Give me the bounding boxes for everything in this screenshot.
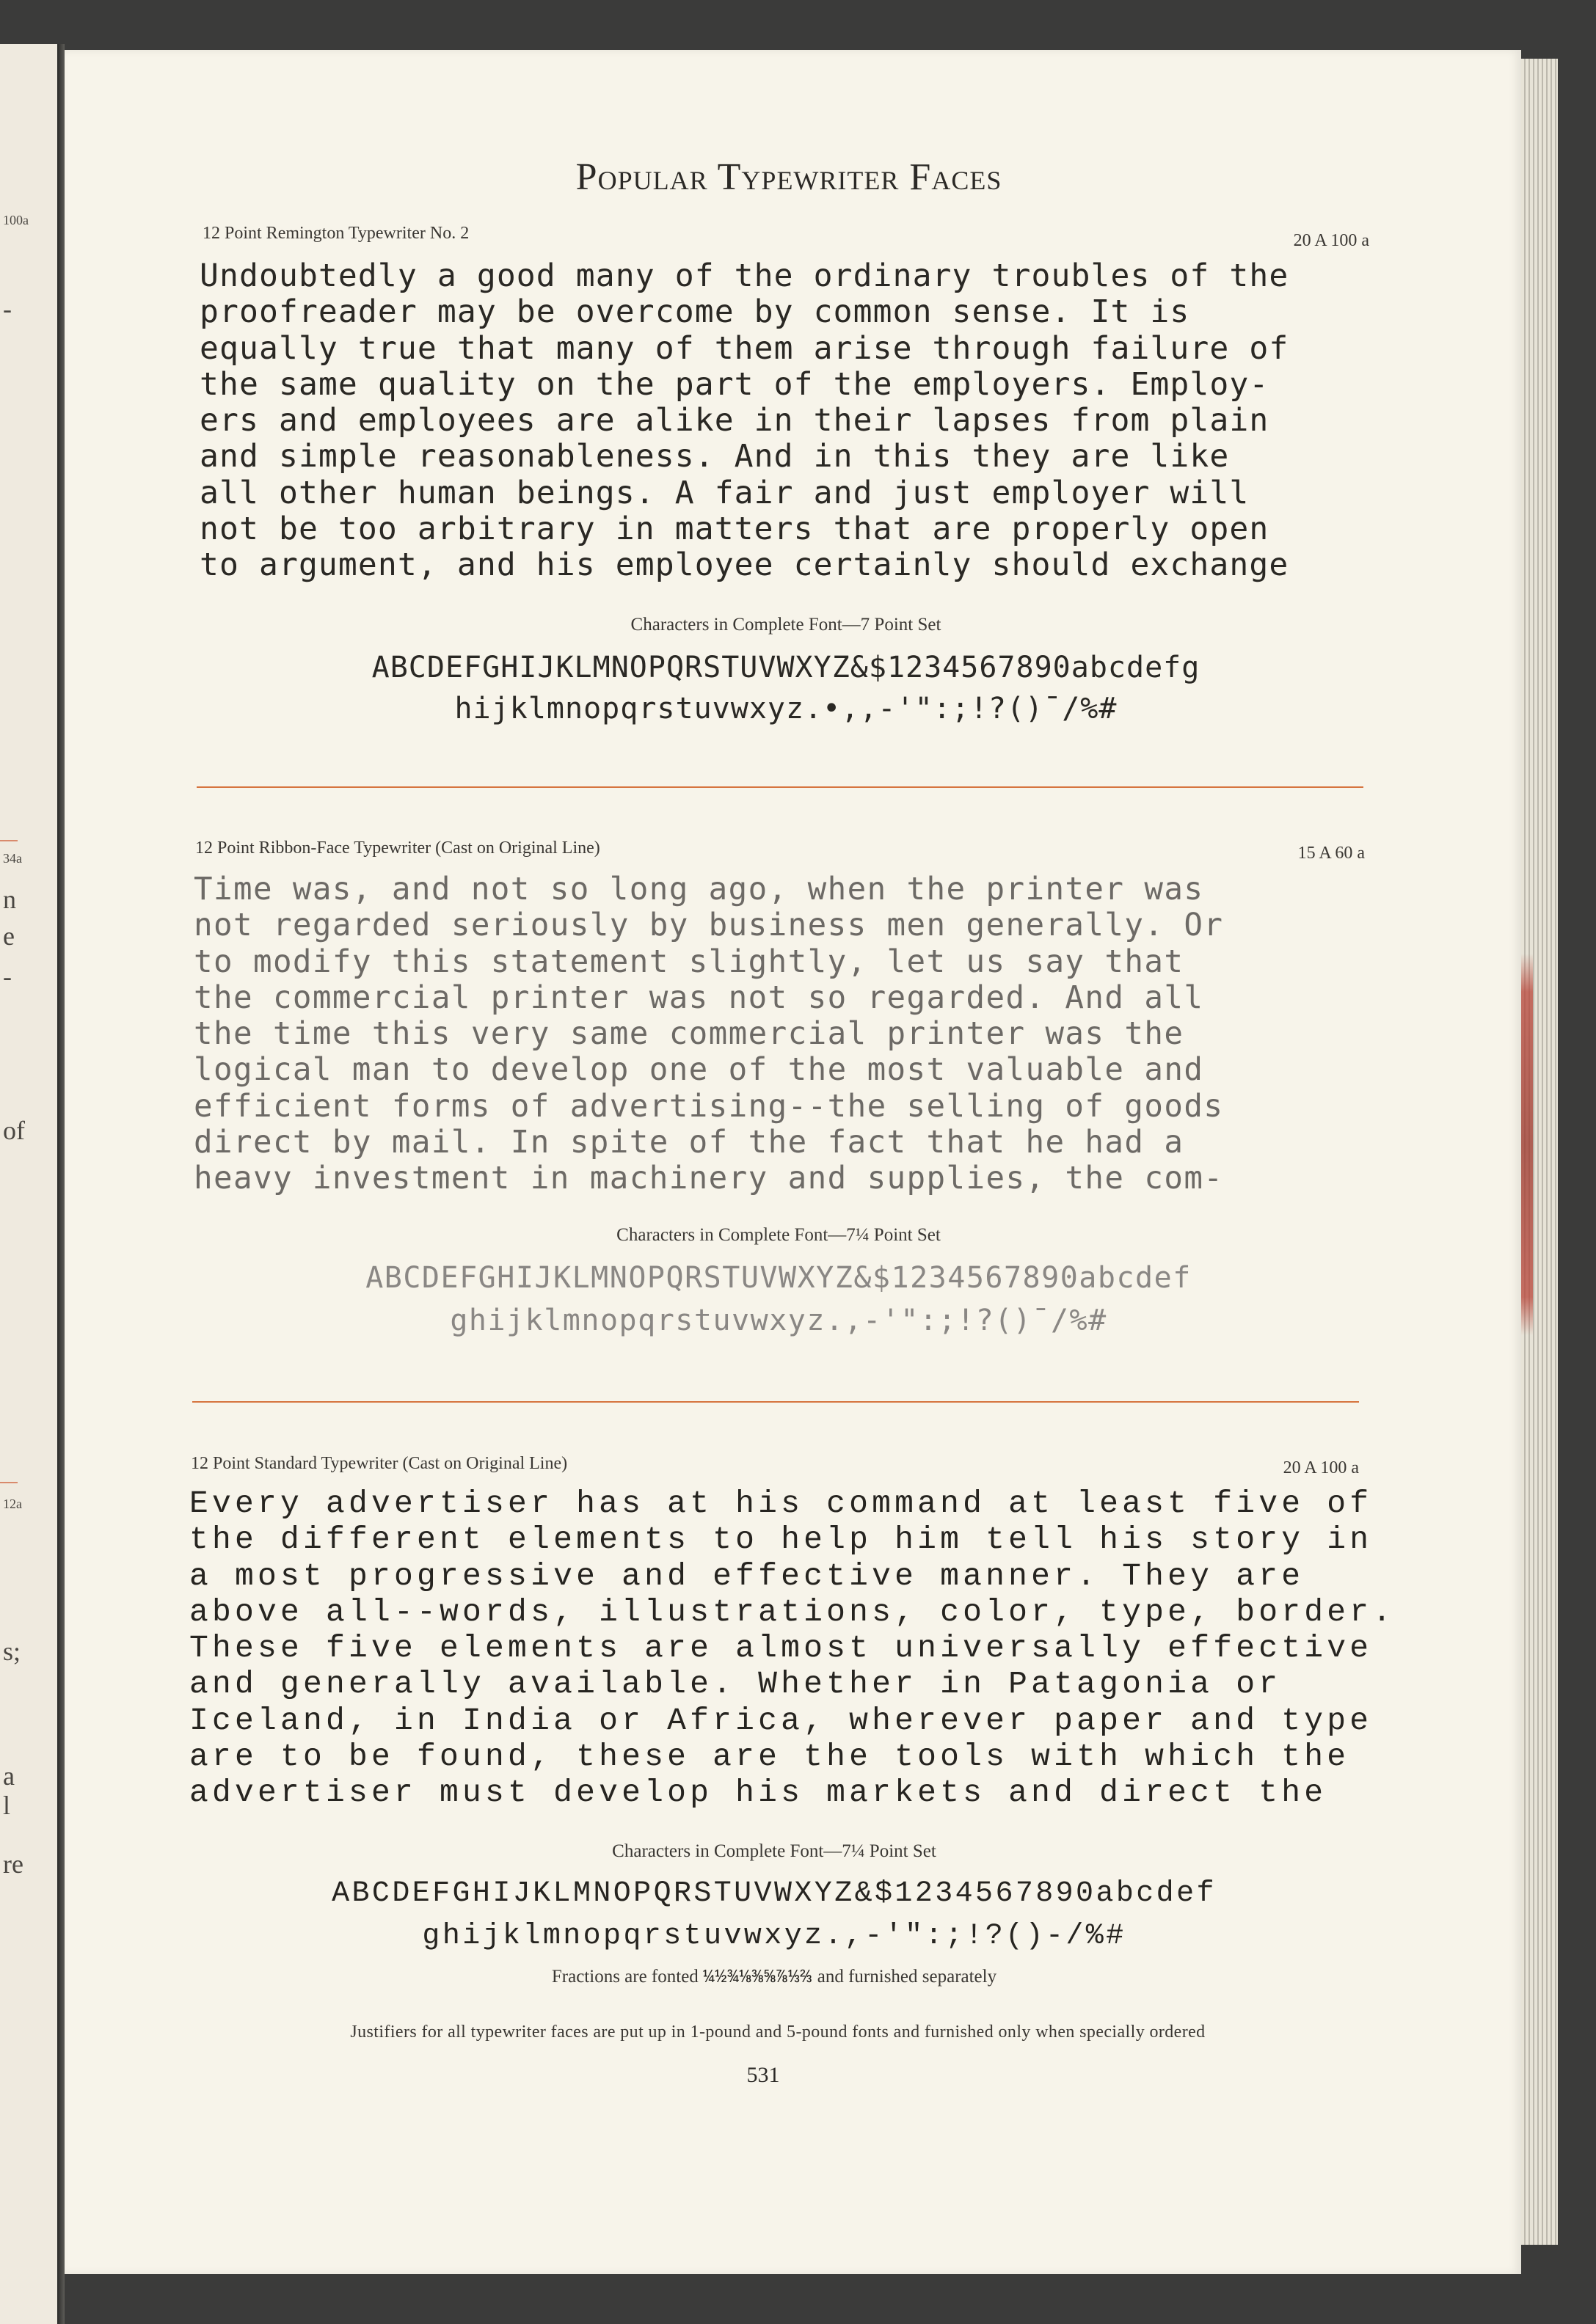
specimen-line: to argument, and his employee certainly should exchange: [200, 547, 1289, 584]
specimen-line: advertiser must develop his markets and direct the: [189, 1775, 1327, 1811]
specimen-line: not be too arbitrary in matters that are properly open: [200, 511, 1269, 548]
page-edge-stain: [1521, 954, 1533, 1335]
facing-page-fragment: e: [3, 921, 15, 951]
facing-page-fragment: a: [3, 1761, 15, 1791]
charset-label: Characters in Complete Font—7 Point Set: [630, 615, 941, 635]
justifiers-footnote: Justifiers for all typewriter faces are put up in 1-pound and 5-pound fonts and furnished only when specially ordered: [350, 2022, 1206, 2042]
specimen-line: Every advertiser has at his command at least five of: [189, 1486, 1373, 1521]
specimen-line: These five elements are almost universally effective: [189, 1630, 1373, 1667]
section-font-count: 15 A 60 a: [1297, 844, 1365, 863]
charset-label: Characters in Complete Font—7¼ Point Set: [616, 1225, 941, 1245]
charset-line: ghijklmnopqrstuvwxyz.,-'":;!?()¯/%#: [450, 1304, 1107, 1337]
specimen-line: above all--words, illustrations, color, type, border.: [189, 1593, 1396, 1630]
book-gutter: [57, 44, 65, 2324]
specimen-line: the same quality on the part of the employers. Employ-: [200, 365, 1269, 403]
specimen-line: logical man to develop one of the most valuable and: [194, 1052, 1204, 1089]
specimen-line: Iceland, in India or Africa, wherever paper and type: [189, 1702, 1373, 1739]
section-font-count: 20 A 100 a: [1283, 1458, 1359, 1477]
fractions-prefix: Fractions are fonted: [551, 1967, 699, 1987]
specimen-line: Undoubtedly a good many of the ordinary troubles of the: [200, 257, 1289, 294]
specimen-line: to modify this statement slightly, let us say that: [194, 943, 1184, 980]
specimen-line: the time this very same commercial printer was the: [194, 1016, 1184, 1053]
charset-line: ABCDEFGHIJKLMNOPQRSTUVWXYZ&$1234567890abcdefg: [371, 651, 1200, 684]
specimen-line: a most progressive and effective manner. They are: [189, 1557, 1305, 1594]
section-label: 12 Point Remington Typewriter No. 2: [203, 224, 470, 243]
charset-line: ghijklmnopqrstuvwxyz.,-'":;!?()-/%#: [422, 1920, 1126, 1953]
charset-label: Characters in Complete Font—7¼ Point Set: [612, 1841, 936, 1861]
charset-block: [203, 647, 1369, 729]
specimen-line: the commercial printer was not so regarded. And all: [194, 979, 1204, 1016]
charset-block: [195, 1257, 1362, 1342]
specimen-line: are to be found, these are the tools with which the: [189, 1739, 1350, 1775]
specimen-line: proofreader may be overcome by common sense. It is: [200, 293, 1190, 331]
fraction-glyphs: ¼½¾⅛⅜⅝⅞⅓⅔: [703, 1966, 813, 1988]
specimen-line: Time was, and not so long ago, when the printer was: [194, 872, 1204, 907]
specimen-line: ers and employees are alike in their lapses from plain: [200, 402, 1269, 439]
specimen-line: and generally available. Whether in Patagonia or: [189, 1666, 1282, 1703]
facing-page-fragment: re: [3, 1849, 23, 1879]
specimen-line: efficient forms of advertising--the selling of goods: [194, 1088, 1224, 1125]
page-title: Popular Typewriter Faces: [575, 156, 1002, 198]
specimen-line: the different elements to help him tell his story in: [189, 1521, 1373, 1558]
specimen-text-block: [200, 258, 1289, 584]
facing-page-fragment: -: [3, 962, 12, 991]
charset-block: [191, 1873, 1358, 1958]
fractions-suffix: and furnished separately: [817, 1967, 997, 1987]
facing-page-fragment: n: [3, 885, 16, 914]
facing-page-fragment: of: [3, 1116, 25, 1145]
section-label: 12 Point Ribbon-Face Typewriter (Cast on Original Line): [195, 838, 600, 858]
section-divider: [197, 786, 1363, 788]
specimen-line: equally true that many of them arise through failure of: [200, 329, 1289, 367]
specimen-text-block: [194, 872, 1223, 1197]
specimen-line: and simple reasonableness. And in this they are like: [200, 438, 1230, 475]
facing-page-fragment: 100a: [3, 213, 29, 227]
section-divider: [192, 1401, 1359, 1403]
facing-page-edge: [0, 44, 59, 2324]
specimen-line: all other human beings. A fair and just employer will: [200, 474, 1250, 511]
page-number: 531: [746, 2063, 780, 2087]
facing-page-fragment: 12a: [3, 1497, 22, 1511]
charset-line: ABCDEFGHIJKLMNOPQRSTUVWXYZ&$1234567890abcdef: [332, 1877, 1217, 1910]
charset-line: ABCDEFGHIJKLMNOPQRSTUVWXYZ&$1234567890abcdef: [365, 1261, 1192, 1295]
facing-page-rule: [0, 1482, 18, 1483]
facing-page-rule: [0, 840, 18, 841]
specimen-line: heavy investment in machinery and supplies, the com-: [194, 1161, 1224, 1197]
facing-page-fragment: 34a: [3, 851, 22, 866]
specimen-line: direct by mail. In spite of the fact that he had a: [194, 1125, 1184, 1161]
charset-line: hijklmnopqrstuvwxyz.•,,-'":;!?()¯/%#: [454, 692, 1118, 726]
specimen-text-block: [189, 1486, 1395, 1811]
facing-page-fragment: l: [3, 1791, 11, 1820]
specimen-line: not regarded seriously by business men generally. Or: [194, 907, 1224, 944]
facing-page-fragment: -: [3, 294, 12, 324]
facing-page-fragment: s;: [3, 1637, 21, 1666]
section-font-count: 20 A 100 a: [1293, 231, 1369, 250]
fractions-note: [191, 1966, 1358, 1988]
section-label: 12 Point Standard Typewriter (Cast on Original Line): [191, 1454, 568, 1473]
